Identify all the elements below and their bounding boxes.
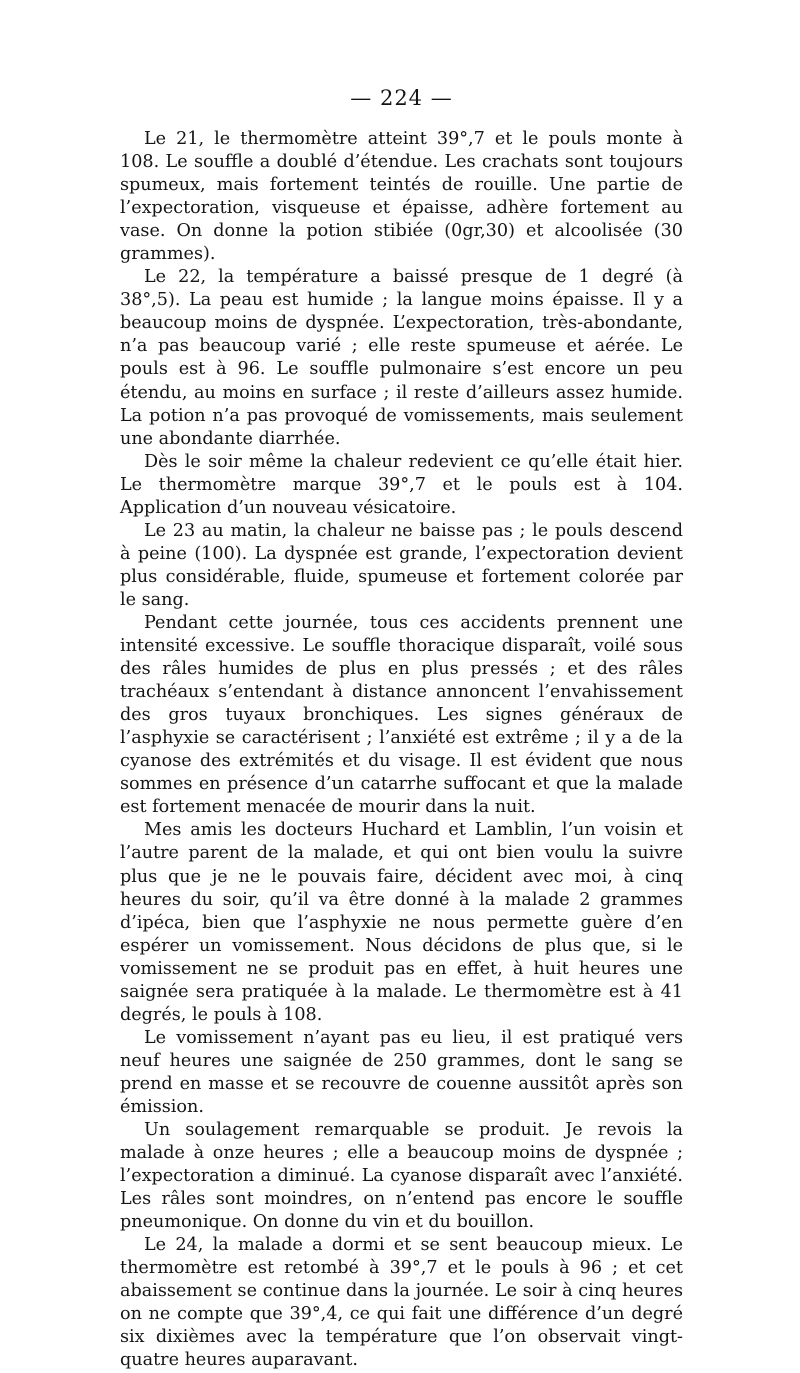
page-body xyxy=(120,84,683,1373)
page-number: — 224 — xyxy=(350,86,453,110)
paragraph: Le 23 au matin, la chaleur ne baisse pas ; le pouls descend à peine (100). La dyspnée est grande, l’expectoration devient plus considérable, fluide, spumeuse et fortement colorée par le sang. xyxy=(120,520,683,610)
paragraph: Un soulagement remarquable se produit. Je revois la malade à onze heures ; elle a beaucoup moins de dyspnée ; l’expectoration a diminué. La cyanose disparaît avec l’anxiété. Les râles sont moindres, on n’entend pas encore le souffle pneumonique. On donne du vin et du bouillon. xyxy=(120,1120,683,1233)
paragraph: Mes amis les docteurs Huchard et Lamblin, l’un voisin et l’autre parent de la malade, et qui ont bien voulu la suivre plus que je ne le pouvais faire, décident avec moi, à cinq heures du soir, qu’il va être donné à la malade 2 grammes d’ipéca, bien que l’asphyxie ne nous permette guère d’en espérer un vomissement. Nous décidons de plus que, si le vomissement ne se produit pas en effet, à huit heures une saignée sera pratiquée à la malade. Le thermomètre est à 41 degrés, le pouls à 108. xyxy=(120,820,683,1025)
paragraph: Le 24, la malade a dormi et se sent beaucoup mieux. Le thermomètre est retombé à 39°,7 et le pouls à 96 ; et cet abaissement se continue dans la journée. Le soir à cinq heures on ne compte que 39°,4, ce qui fait une différence d’un degré six dixièmes avec la température que l’on observait vingt-quatre heures auparavant. xyxy=(120,1235,683,1371)
paragraph: Dès le soir même la chaleur redevient ce qu’elle était hier. Le thermomètre marque 39°,7 et le pouls est à 104. Application d’un nouveau vésicatoire. xyxy=(120,451,683,518)
paragraph: Le 21, le thermomètre atteint 39°,7 et le pouls monte à 108. Le souffle a doublé d’étendue. Les crachats sont toujours spumeux, mais fortement teintés de rouille. Une partie de l’expectoration, visqueuse et épaisse, adhère fortement au vase. On donne la potion stibiée (0gr,30) et alcoolisée (30 grammes). xyxy=(120,129,683,265)
paragraph: Pendant cette journée, tous ces accidents prennent une intensité excessive. Le souffle thoracique disparaît, voilé sous des râles humides de plus en plus pressés ; et des râles trachéaux s’entendant à distance annoncent l’envahissement des gros tuyaux bronchiques. Les signes généraux de l’asphyxie se caractérisent ; l’anxiété est extrême ; il y a de la cyanose des extrémités et du visage. Il est évident que nous sommes en présence d’un catarrhe suffocant et que la malade est fortement menacée de mourir dans la nuit. xyxy=(120,612,683,818)
paragraph: Le vomissement n’ayant pas eu lieu, il est pratiqué vers neuf heures une saignée de 250 grammes, dont le sang se prend en masse et se recouvre de couenne aussitôt après son émission. xyxy=(120,1027,683,1117)
paragraph: Le 22, la température a baissé presque de 1 degré (à 38°,5). La peau est humide ; la langue moins épaisse. Il y a beaucoup moins de dyspnée. L’expectoration, très-abondante, n’a pas beaucoup varié ; elle reste spumeuse et aérée. Le pouls est à 96. Le souffle pulmonaire s’est encore un peu étendu, au moins en surface ; il reste d’ailleurs assez humide. La potion n’a pas provoqué de vomissements, mais seulement une abondante diarrhée. xyxy=(120,267,683,449)
